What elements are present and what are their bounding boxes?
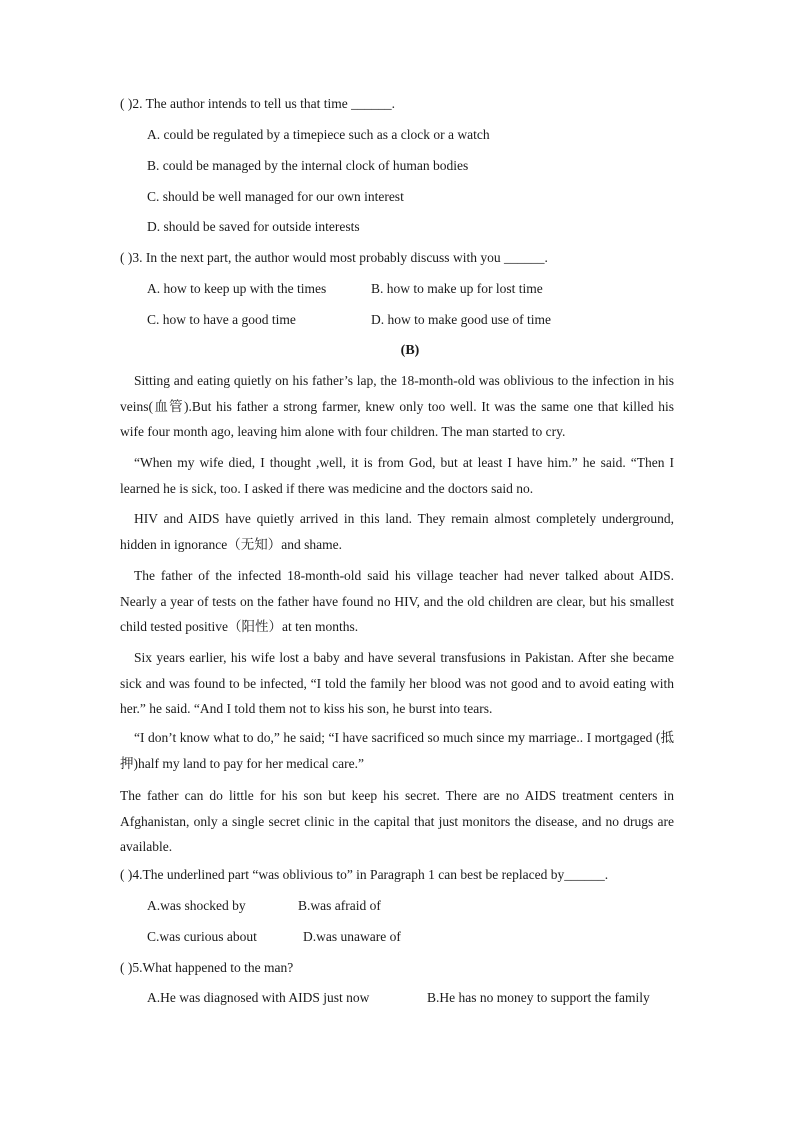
question-3-option-d: D. how to make good use of time [371, 312, 551, 327]
question-2-option-d: D. should be saved for outside interests [147, 219, 360, 234]
question-5-stem: ( )5.What happened to the man? [120, 960, 294, 975]
passage-paragraph-3: HIV and AIDS have quietly arrived in this land. They remain almost completely underground, hidden in ignorance（无知）and shame. [120, 511, 674, 552]
question-3-option-b: B. how to make up for lost time [371, 281, 543, 296]
question-5-option-a: A.He was diagnosed with AIDS just now [147, 990, 370, 1005]
section-heading: (B) [400, 343, 420, 358]
question-4-option-d: D.was unaware of [303, 929, 401, 944]
question-3-option-a: A. how to keep up with the times [147, 281, 327, 296]
question-2-stem: ( )2. The author intends to tell us that time ______. [120, 96, 395, 111]
question-5-option-b: B.He has no money to support the family [427, 990, 650, 1005]
question-4-option-c: C.was curious about [147, 929, 257, 944]
question-3-stem: ( )3. In the next part, the author would most probably discuss with you ______. [120, 250, 548, 265]
passage-paragraph-7: The father can do little for his son but keep his secret. There are no AIDS treatment centers in Afghanistan, only a single secret clinic in the capital that just monitors the disease, and no drugs are available. [120, 788, 674, 854]
passage-paragraph-2: “When my wife died, I thought ,well, it is from God, but at least I have him.” he said. “Then I learned he is sick, too. I asked if there was medicine and the doctors said no. [120, 455, 674, 496]
question-4-option-b: B.was afraid of [298, 898, 381, 913]
question-4-option-a: A.was shocked by [147, 898, 246, 913]
passage-paragraph-5: Six years earlier, his wife lost a baby and have several transfusions in Pakistan. After she became sick and was found to be infected, “I told the family her blood was not good and to avoid eating with her.” he said. “And I told them not to kiss his son, he burst into tears. [120, 650, 674, 716]
question-4-stem: ( )4.The underlined part “was oblivious to” in Paragraph 1 can best be replaced by______. [120, 867, 609, 882]
question-3-option-c: C. how to have a good time [147, 312, 296, 327]
passage-paragraph-4: The father of the infected 18-month-old said his village teacher had never talked about AIDS. Nearly a year of tests on the father have found no HIV, and the old children are clear, but his smallest child tested positive（阳性）at ten months. [120, 568, 674, 634]
passage-paragraph-1: Sitting and eating quietly on his father’s lap, the 18-month-old was oblivious to the infection in his veins(血管).But his father a strong farmer, knew only too well. It was the same one that killed his wife four month ago, leaving him alone with four children. The man started to cry. [120, 373, 674, 439]
question-2-option-a: A. could be regulated by a timepiece such as a clock or a watch [147, 127, 490, 142]
question-2-option-c: C. should be well managed for our own interest [147, 189, 404, 204]
question-2-option-b: B. could be managed by the internal clock of human bodies [147, 158, 469, 173]
passage-paragraph-6: “I don’t know what to do,” he said; “I have sacrificed so much since my marriage.. I mortgaged (抵押)half my land to pay for her medical care.” [120, 730, 674, 771]
